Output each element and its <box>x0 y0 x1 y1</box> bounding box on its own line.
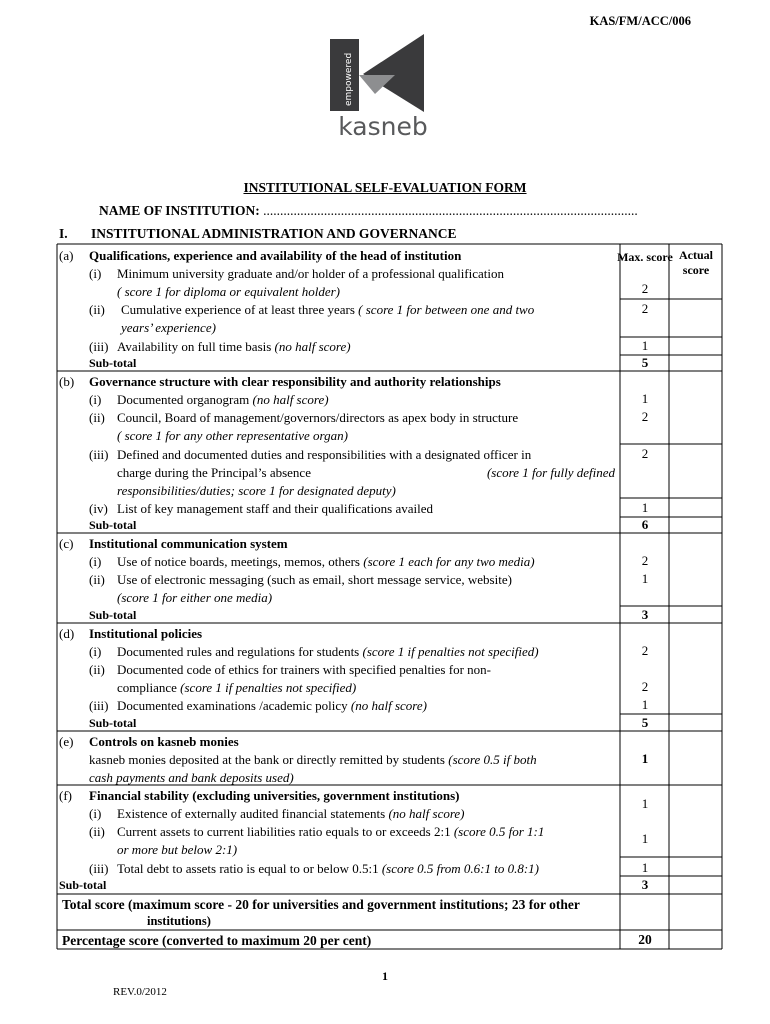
max-score-subtotal-a: 5 <box>641 355 649 370</box>
criterion-title: Institutional communication system <box>89 536 288 551</box>
item-number: (i) <box>89 806 102 821</box>
item-note: responsibilities/duties; score 1 for designated deputy) <box>117 483 396 498</box>
max-score-subtotal-b: 6 <box>641 517 649 532</box>
item-number: (iii) <box>89 698 109 713</box>
item-number: (ii) <box>89 302 105 317</box>
item-note: (no half score) <box>388 806 465 821</box>
item-note: or more but below 2:1) <box>117 842 238 857</box>
item-number: (ii) <box>89 572 105 587</box>
max-score-b-iii: 2 <box>641 446 649 461</box>
max-score-subtotal-f: 3 <box>641 877 649 892</box>
max-score-d-ii: 2 <box>641 679 649 694</box>
item-number: (iv) <box>89 501 108 516</box>
item-text <box>117 823 544 840</box>
item-text-main: Documented rules and regulations for students <box>117 644 360 659</box>
item-note: (no half score) <box>350 698 427 713</box>
item-text-main: Existence of externally audited financial statements <box>117 806 386 821</box>
max-score-d-i: 2 <box>641 643 649 658</box>
criterion-title: Financial stability (excluding universities, government institutions) <box>89 788 460 803</box>
subtotal-label: Sub-total <box>89 518 137 532</box>
revision-label: REV.0/2012 <box>113 986 167 998</box>
item-text: List of key management staff and their qualifications availed <box>117 501 433 516</box>
criterion-letter: (f) <box>59 788 72 803</box>
max-score-c-ii: 1 <box>641 571 649 586</box>
form-title: INSTITUTIONAL SELF-EVALUATION FORM <box>243 180 527 195</box>
item-text <box>117 697 427 714</box>
item-text <box>89 751 537 768</box>
item-text-line <box>117 464 615 481</box>
item-text <box>117 391 329 408</box>
percentage-score-label: Percentage score (converted to maximum 20 per cent) <box>62 933 372 948</box>
institution-name-dots: ............................................................................................................... <box>263 203 638 218</box>
criterion-letter: (d) <box>59 626 75 641</box>
max-score-e: 1 <box>641 751 649 766</box>
form-reference-code: KAS/FM/ACC/006 <box>589 14 691 28</box>
max-score-b-iv: 1 <box>641 500 649 515</box>
criterion-title: Institutional policies <box>89 626 203 641</box>
item-note: (score 0.5 from 0.6:1 to 0.8:1) <box>381 861 540 876</box>
item-text-main: Documented examinations /academic policy <box>117 698 348 713</box>
item-text-main: kasneb monies deposited at the bank or directly remitted by students <box>89 752 445 767</box>
total-score-label: Total score (maximum score - 20 for universities and government institutions; 23 for other <box>62 897 580 912</box>
item-text <box>117 338 351 355</box>
criterion-letter: (c) <box>59 536 74 551</box>
item-number: (iii) <box>89 861 109 876</box>
item-number: (ii) <box>89 662 105 677</box>
item-text-main: Use of notice boards, meetings, memos, others <box>117 554 360 569</box>
item-number: (i) <box>89 554 102 569</box>
item-text: Minimum university graduate and/or holder of a professional qualification <box>117 266 505 281</box>
item-text: Use of electronic messaging (such as email, short message service, website) <box>117 572 512 587</box>
item-note: (score 1 if penalties not specified) <box>362 644 539 659</box>
max-score-a-iii: 1 <box>641 338 649 353</box>
item-text-main: compliance <box>117 680 177 695</box>
max-score-percentage: 20 <box>638 932 652 947</box>
subtotal-label: Sub-total <box>59 878 107 892</box>
criterion-letter: (b) <box>59 374 75 389</box>
item-number: (ii) <box>89 410 105 425</box>
max-score-f-i: 1 <box>641 796 649 811</box>
item-text <box>117 860 539 877</box>
item-note: years’ experience) <box>121 320 216 335</box>
item-text-main: charge during the Principal’s absence <box>117 465 311 480</box>
logo-tagline: empowered <box>344 52 354 106</box>
max-score-a-i: 2 <box>641 281 649 296</box>
subtotal-label: Sub-total <box>89 356 137 370</box>
item-note: ( score 1 for any other representative organ) <box>117 428 348 443</box>
max-score-b-ii: 2 <box>641 409 649 424</box>
item-note: (score 1 for either one media) <box>117 590 273 605</box>
criterion-title: Governance structure with clear responsibility and authority relationships <box>89 374 501 389</box>
institution-name-label: NAME OF INSTITUTION: <box>99 203 260 218</box>
section-title: INSTITUTIONAL ADMINISTRATION AND GOVERNANCE <box>91 226 457 241</box>
max-score-c-i: 2 <box>641 553 649 568</box>
item-text <box>117 553 535 570</box>
page-number: 1 <box>382 969 388 983</box>
item-note: ( score 1 for diploma or equivalent holder) <box>117 284 341 299</box>
item-text <box>117 643 539 660</box>
item-text: Council, Board of management/governors/directors as apex body in structure <box>117 410 519 425</box>
item-number: (i) <box>89 392 102 407</box>
item-text-main: Documented organogram <box>117 392 250 407</box>
logo-wordmark: kasneb <box>338 112 428 141</box>
criterion-letter: (a) <box>59 248 74 263</box>
item-note: (score 1 for fully defined <box>486 465 615 480</box>
item-note: cash payments and bank deposits used) <box>89 770 294 785</box>
item-text-main: Total debt to assets ratio is equal to or below 0.5:1 <box>117 861 379 876</box>
item-text <box>117 679 356 696</box>
item-number: (iii) <box>89 447 109 462</box>
max-score-b-i: 1 <box>641 391 649 406</box>
max-score-subtotal-c: 3 <box>641 607 649 622</box>
item-note: (score 1 each for any two media) <box>363 554 535 569</box>
max-score-d-iii: 1 <box>641 697 649 712</box>
criterion-letter: (e) <box>59 734 74 749</box>
subtotal-label: Sub-total <box>89 716 137 730</box>
section-number: I. <box>59 226 68 241</box>
subtotal-label: Sub-total <box>89 608 137 622</box>
item-text-main: Availability on full time basis <box>117 339 272 354</box>
actual-score-header: Actual score <box>679 248 713 277</box>
item-note: (no half score) <box>274 339 351 354</box>
item-text-main: Cumulative experience of at least three years <box>121 302 355 317</box>
item-note: (score 1 if penalties not specified) <box>180 680 357 695</box>
item-number: (i) <box>89 266 102 281</box>
max-score-header: Max. score <box>617 250 673 264</box>
max-score-a-ii: 2 <box>641 301 649 316</box>
item-note: ( score 1 for between one and two <box>358 302 535 317</box>
item-note: (score 0.5 if both <box>448 752 537 767</box>
criterion-title: Qualifications, experience and availability of the head of institution <box>89 248 462 263</box>
item-text <box>121 301 534 318</box>
item-text <box>117 805 465 822</box>
max-score-f-iii: 1 <box>641 860 649 875</box>
item-text-main: Current assets to current liabilities ratio equals to or exceeds 2:1 <box>117 824 451 839</box>
criterion-title: Controls on kasneb monies <box>89 734 239 749</box>
item-number: (ii) <box>89 824 105 839</box>
item-text: Documented code of ethics for trainers with specified penalties for non- <box>117 662 491 677</box>
item-note: (score 0.5 for 1:1 <box>453 824 545 839</box>
total-score-label-cont: institutions) <box>147 914 211 928</box>
item-text: Defined and documented duties and responsibilities with a designated officer in <box>117 447 532 462</box>
max-score-subtotal-d: 5 <box>641 715 649 730</box>
item-number: (iii) <box>89 339 109 354</box>
item-note: (no half score) <box>252 392 329 407</box>
max-score-f-ii: 1 <box>641 831 649 846</box>
item-number: (i) <box>89 644 102 659</box>
